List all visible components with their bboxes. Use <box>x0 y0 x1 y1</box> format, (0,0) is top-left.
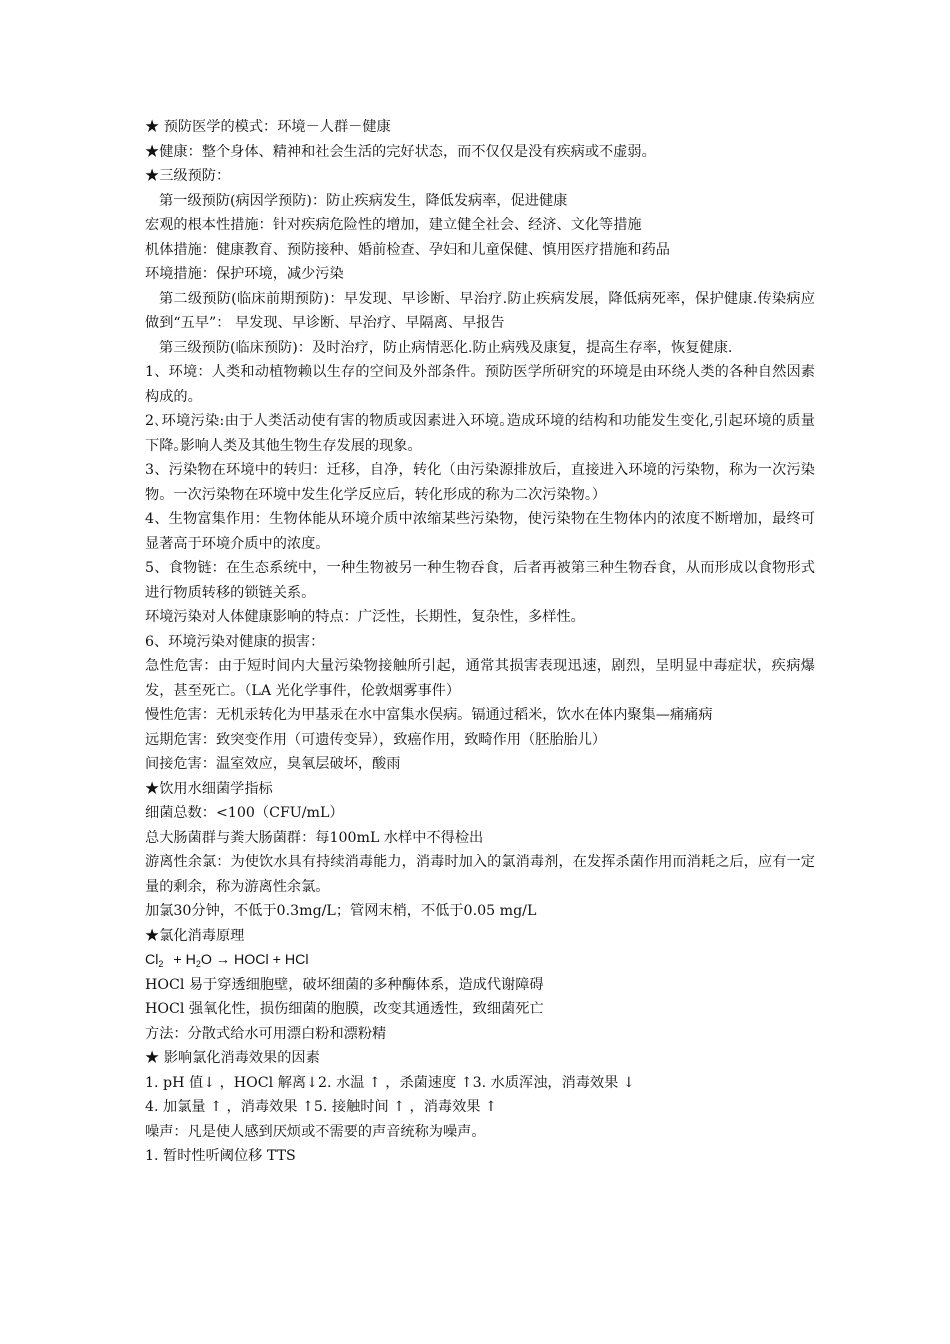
line-water-bacteria-heading: ★饮用水细菌学指标 <box>145 780 273 797</box>
equation-cl-subscript: 2 <box>158 959 164 969</box>
line-food-chain: 5、食物链：在生态系统中，一种生物被另一种生物吞食，后者再被第三种生物吞食，从而形成以食物形式进行物质转移的锁链关系。 <box>145 560 815 601</box>
line-environment-measures: 环境措施：保护环境，减少污染 <box>145 266 344 282</box>
line-factors-1-3: 1. pH 值↓ ，HOCl 解离↓2. 水温 ↑ ，杀菌速度 ↑3. 水质浑浊，消毒效果 ↓ <box>145 1074 635 1091</box>
line-long-term-harm: 远期危害：致突变作用（可遗传变异），致癌作用，致畸作用（胚胎胎儿） <box>145 731 607 748</box>
line-free-chlorine: 游离性余氯：为使饮水具有持续消毒能力，消毒时加入的氯消毒剂，在发挥杀菌作用而消耗之后，应有一定量的剩余，称为游离性余氯。 <box>145 854 815 895</box>
equation-h-subscript: 2 <box>195 959 201 969</box>
line-tertiary-prevention: 第三级预防(临床预防)：及时治疗，防止病情恶化.防止病残及康复，提高生存率，恢复健康. <box>159 339 733 356</box>
line-pollution-features: 环境污染对人体健康影响的特点：广泛性，长期性，复杂性，多样性。 <box>145 609 585 625</box>
line-chlorine-levels: 加氯30分钟，不低于0.3mg/L；管网末梢，不低于0.05 mg/L <box>145 903 537 919</box>
chemical-equation <box>145 948 815 973</box>
document-body <box>145 115 815 1169</box>
equation-rest: O → HOCl + HCl <box>200 952 309 968</box>
line-chlorination-principle: ★氯化消毒原理 <box>145 927 245 944</box>
line-primary-prevention: 第一级预防(病因学预防)：防止疾病发生，降低发病率，促进健康 <box>159 192 568 209</box>
line-coliform: 总大肠菌群与粪大肠菌群：每100mL 水样中不得检出 <box>145 829 484 846</box>
line-chronic-harm: 慢性危害：无机汞转化为甲基汞在水中富集水俣病。镉通过稻米，饮水在体内聚集—痛痛病 <box>145 707 713 723</box>
line-indirect-harm: 间接危害：温室效应，臭氧层破坏，酸雨 <box>145 756 401 772</box>
line-factors-heading: ★ 影响氯化消毒效果的因素 <box>145 1050 320 1066</box>
line-environment-definition: 1、环境：人类和动植物赖以生存的空间及外部条件。预防医学所研究的环境是由环绕人类的各种自然因素构成的。 <box>145 364 815 405</box>
line-hocl-penetration: HOCl 易于穿透细胞壁，破坏细菌的多种酶体系，造成代谢障碍 <box>145 976 544 993</box>
line-acute-harm: 急性危害：由于短时间内大量污染物接触所引起，通常其损害表现迅速，剧烈，呈明显中毒症状，疾病爆发，甚至死亡。（LA 光化学事件，伦敦烟雾事件） <box>145 658 815 699</box>
line-macro-measures: 宏观的根本性措施：针对疾病危险性的增加，建立健全社会、经济、文化等措施 <box>145 217 642 233</box>
line-pollutant-fate: 3、污染物在环境中的转归：迁移，自净，转化（由污染源排放后，直接进入环境的污染物，称为一次污染物。一次污染物在环境中发生化学反应后，转化形成的称为二次污染物。） <box>145 462 815 503</box>
line-body-measures: 机体措施：健康教育、预防接种、婚前检查、孕妇和儿童保健、慎用医疗措施和药品 <box>145 241 670 258</box>
line-secondary-prevention: 第二级预防(临床前期预防)：早发现、早诊断、早治疗.防止疾病发展，降低病死率，保护健康.传染病应做到“五早”： 早发现、早诊断、早治疗、早隔离、早报告 <box>145 290 815 331</box>
line-factors-4-5: 4. 加氯量 ↑ ，消毒效果 ↑5. 接触时间 ↑ ，消毒效果 ↑ <box>145 1099 497 1115</box>
line-health-definition: ★健康：整个身体、精神和社会生活的完好状态，而不仅仅是没有疾病或不虚弱。 <box>145 143 656 160</box>
line-pollution-harm-heading: 6、环境污染对健康的损害： <box>145 633 325 650</box>
line-environment-pollution: 2､环境污染:由于人类活动使有害的物质或因素进入环境｡造成环境的结构和功能发生变化,引起环境的质量下降｡影响人类及其他生物生存发展的现象｡ <box>145 413 815 454</box>
line-tts: 1. 暂时性听阈位移 TTS <box>145 1148 296 1164</box>
line-bioaccumulation: 4、生物富集作用：生物体能从环境介质中浓缩某些污染物，使污染物在生物体内的浓度不断增加，最终可显著高于环境介质中的浓度。 <box>145 511 815 552</box>
line-method: 方法：分散式给水可用漂白粉和漂粉精 <box>145 1025 387 1042</box>
line-three-level-prevention: ★三级预防： <box>145 168 231 184</box>
line-hocl-oxidation: HOCl 强氧化性，损伤细菌的胞膜，改变其通透性，致细菌死亡 <box>145 1001 544 1017</box>
line-total-bacteria: 细菌总数：<100（CFU/mL） <box>145 805 344 821</box>
line-prevention-model: ★ 预防医学的模式：环境－人群－健康 <box>145 119 391 135</box>
line-noise-definition: 噪声：凡是使人感到厌烦或不需要的声音统称为噪声。 <box>145 1123 486 1140</box>
equation-plus-h: + H <box>173 952 196 968</box>
equation-cl: Cl <box>145 952 159 968</box>
